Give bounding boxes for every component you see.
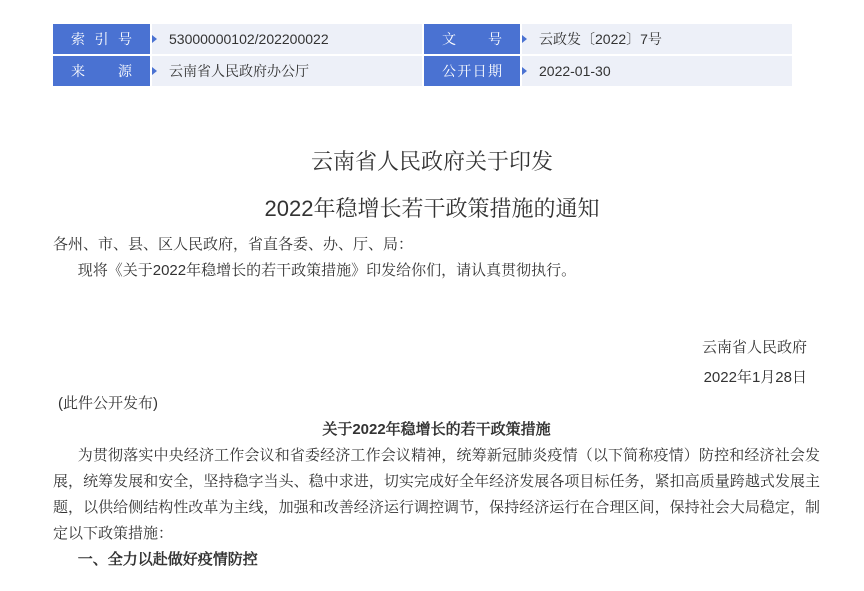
signature-name: 云南省人民政府 bbox=[701, 339, 807, 356]
signature-block bbox=[53, 335, 820, 391]
meta-label-index-number bbox=[53, 24, 150, 54]
label-arrow-icon bbox=[522, 67, 527, 75]
meta-label-publish-date bbox=[424, 56, 520, 86]
meta-value-source bbox=[152, 56, 422, 86]
document-meta-table bbox=[53, 24, 794, 86]
document-body bbox=[0, 232, 864, 573]
document-title bbox=[0, 138, 864, 232]
meta-label-source-text: 来源 bbox=[71, 63, 132, 79]
meta-value-publish-date-text: 2022-01-30 bbox=[539, 63, 611, 79]
signature-date: 2022年1月28日 bbox=[703, 369, 807, 386]
section-1-heading: 一、全力以赴做好疫情防控 bbox=[77, 551, 258, 568]
label-arrow-icon bbox=[152, 67, 157, 75]
meta-value-doc-number-text: 云政发〔2022〕7号 bbox=[539, 31, 662, 47]
attachment-intro-paragraph: 为贯彻落实中央经济工作会议和省委经济工作会议精神，统筹新冠肺炎疫情（以下简称疫情）防控和经济社会发展，统筹发展和安全，坚持稳字当头、稳中求进，切实完成好全年经济发展各项目标任务，紧扣高质量跨越式发展主题，以供给侧结构性改革为主线，加强和改善经济运行调控调节，保持经济运行在合理区间，保持社会大局稳定，制定以下政策措施： bbox=[53, 447, 820, 542]
opening-paragraph: 现将《关于2022年稳增长的若干政策措施》印发给你们，请认真贯彻执行。 bbox=[77, 262, 577, 279]
meta-value-publish-date bbox=[522, 56, 792, 86]
attachment-title: 关于2022年稳增长的若干政策措施 bbox=[322, 421, 551, 438]
meta-label-doc-number bbox=[424, 24, 520, 54]
label-arrow-icon bbox=[152, 35, 157, 43]
meta-label-source bbox=[53, 56, 150, 86]
meta-value-source-text: 云南省人民政府办公厅 bbox=[169, 63, 309, 79]
document-title-line2: 2022年稳增长若干政策措施的通知 bbox=[264, 196, 600, 221]
salutation-line: 各州、市、县、区人民政府，省直各委、办、厅、局： bbox=[53, 236, 414, 253]
meta-value-doc-number bbox=[522, 24, 792, 54]
meta-value-index-number bbox=[152, 24, 422, 54]
meta-label-publish-date-text: 公开日期 bbox=[442, 63, 502, 79]
label-arrow-icon bbox=[522, 35, 527, 43]
public-release-note: (此件公开发布) bbox=[58, 395, 158, 412]
meta-value-index-number-text: 53000000102/202200022 bbox=[169, 31, 329, 47]
document-title-line1: 云南省人民政府关于印发 bbox=[310, 149, 553, 174]
meta-label-index-number-text: 索引号 bbox=[71, 31, 132, 47]
meta-label-doc-number-text: 文号 bbox=[442, 31, 502, 47]
